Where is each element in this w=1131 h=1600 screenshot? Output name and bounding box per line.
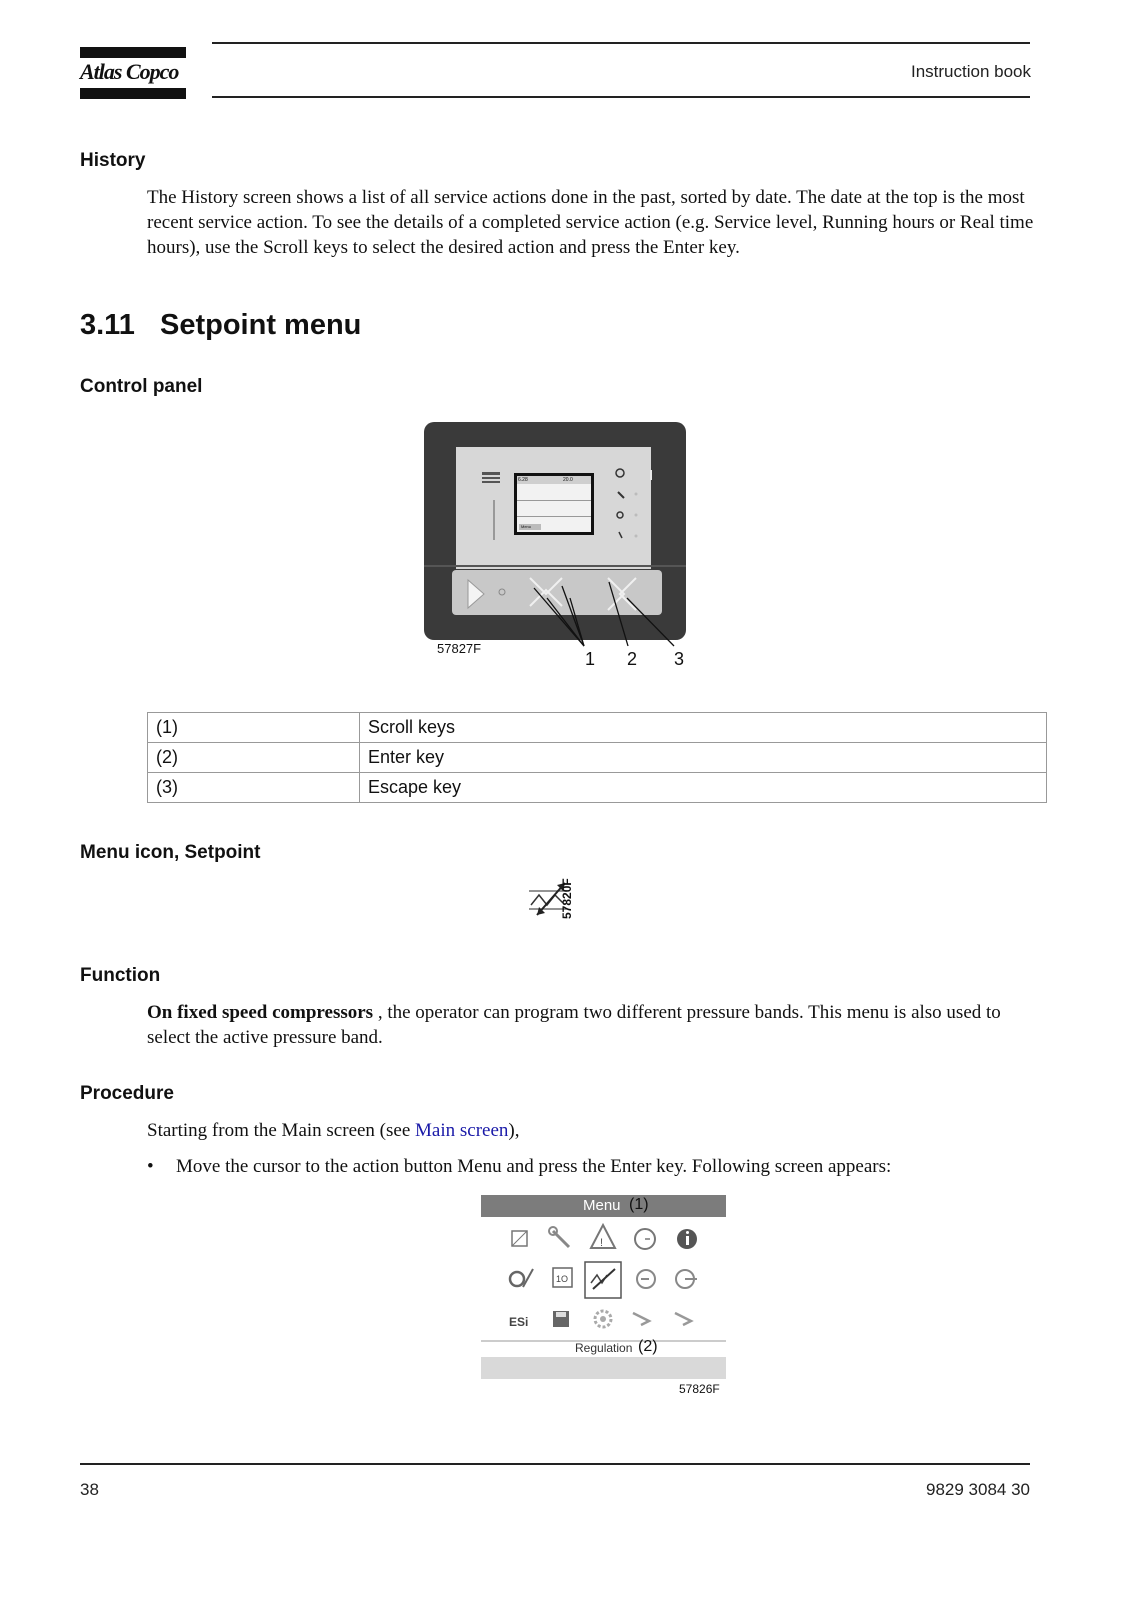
legend-value: Escape key — [360, 773, 1047, 803]
section-number: 3.11 — [80, 309, 135, 341]
svg-text:1O: 1O — [556, 1274, 569, 1284]
function-text — [147, 1000, 1047, 1050]
setpoint-icon-figure — [527, 875, 587, 925]
menu-icon-grid — [481, 1217, 727, 1342]
control-panel-heading: Control panel — [80, 376, 203, 397]
legend-table — [147, 712, 1047, 803]
procedure-bullet-item — [147, 1154, 1047, 1179]
control-panel-figure — [422, 420, 702, 675]
callout-1: 1 — [585, 649, 596, 669]
header-rule-bottom — [212, 96, 1030, 98]
procedure-intro — [147, 1118, 1047, 1143]
legend-key: (1) — [148, 713, 360, 743]
table-row — [148, 773, 1047, 803]
function-heading: Function — [80, 965, 161, 986]
header-title: Instruction book — [910, 62, 1031, 81]
legend-key: (2) — [148, 743, 360, 773]
header-rule-top — [212, 42, 1030, 44]
svg-text:!: ! — [600, 1237, 604, 1249]
logo-text: Atlas Copco — [80, 59, 179, 84]
control-panel-figure-code: 57827F — [437, 641, 482, 656]
setpoint-selected-icon — [585, 1262, 621, 1298]
page-number: 38 — [80, 1480, 99, 1499]
legend-value: Scroll keys — [360, 713, 1047, 743]
procedure-intro-after: ), — [508, 1120, 520, 1141]
procedure-heading: Procedure — [80, 1083, 174, 1104]
procedure-bullet-text: Move the cursor to the action button Menu and press the Enter key. Following screen appears: — [176, 1156, 892, 1177]
screen-value-temperature: 20.0 — [563, 477, 573, 483]
table-row — [148, 713, 1047, 743]
document-number: 9829 3084 30 — [926, 1480, 1030, 1499]
menu-icon-heading: Menu icon, Setpoint — [80, 842, 261, 863]
history-text: The History screen shows a list of all service actions done in the past, sorted by date. The date at the top is the most recent service action. To see the details of a completed service action (e.g. Service level, Running hours or Real time hours), use the Scroll keys to select the desired action and press the Enter key. — [147, 187, 1034, 258]
callout-2: 2 — [627, 649, 638, 669]
function-bold-lead: On fixed speed compressors — [147, 1002, 374, 1023]
menu-screen-figure — [481, 1195, 727, 1400]
menu-title: Menu — [583, 1197, 621, 1214]
menu-status-bar — [481, 1357, 726, 1379]
menu-figure-code: 57826F — [679, 1382, 720, 1396]
screen-menu-label: Menu — [521, 524, 532, 529]
menu-footer-label: Regulation — [575, 1341, 633, 1355]
legend-value: Enter key — [360, 743, 1047, 773]
main-screen-link[interactable]: Main screen — [415, 1120, 509, 1141]
esi-icon: ESi — [509, 1315, 529, 1329]
procedure-intro-before: Starting from the Main screen (see — [147, 1120, 416, 1141]
section-heading — [80, 309, 361, 342]
callout-3: 3 — [674, 649, 685, 669]
menu-title-callout: (1) — [629, 1196, 649, 1213]
function-body: , the operator can program two different pressure bands. This menu is also used to select the active pressure band. — [147, 1002, 1001, 1048]
setpoint-icon-code: 57820F — [560, 878, 574, 919]
legend-key: (3) — [148, 773, 360, 803]
section-title: Setpoint menu — [160, 309, 362, 341]
info-icon — [677, 1229, 697, 1249]
logo-bar-bottom — [80, 88, 186, 99]
footer-rule — [80, 1463, 1030, 1465]
control-panel-drawing — [422, 420, 702, 675]
table-row — [148, 743, 1047, 773]
screen-value-pressure: 6.28 — [518, 477, 528, 483]
save-icon — [553, 1311, 569, 1327]
bullet-marker: • — [147, 1156, 154, 1177]
history-heading: History — [80, 150, 146, 171]
menu-footer-callout: (2) — [638, 1338, 658, 1355]
